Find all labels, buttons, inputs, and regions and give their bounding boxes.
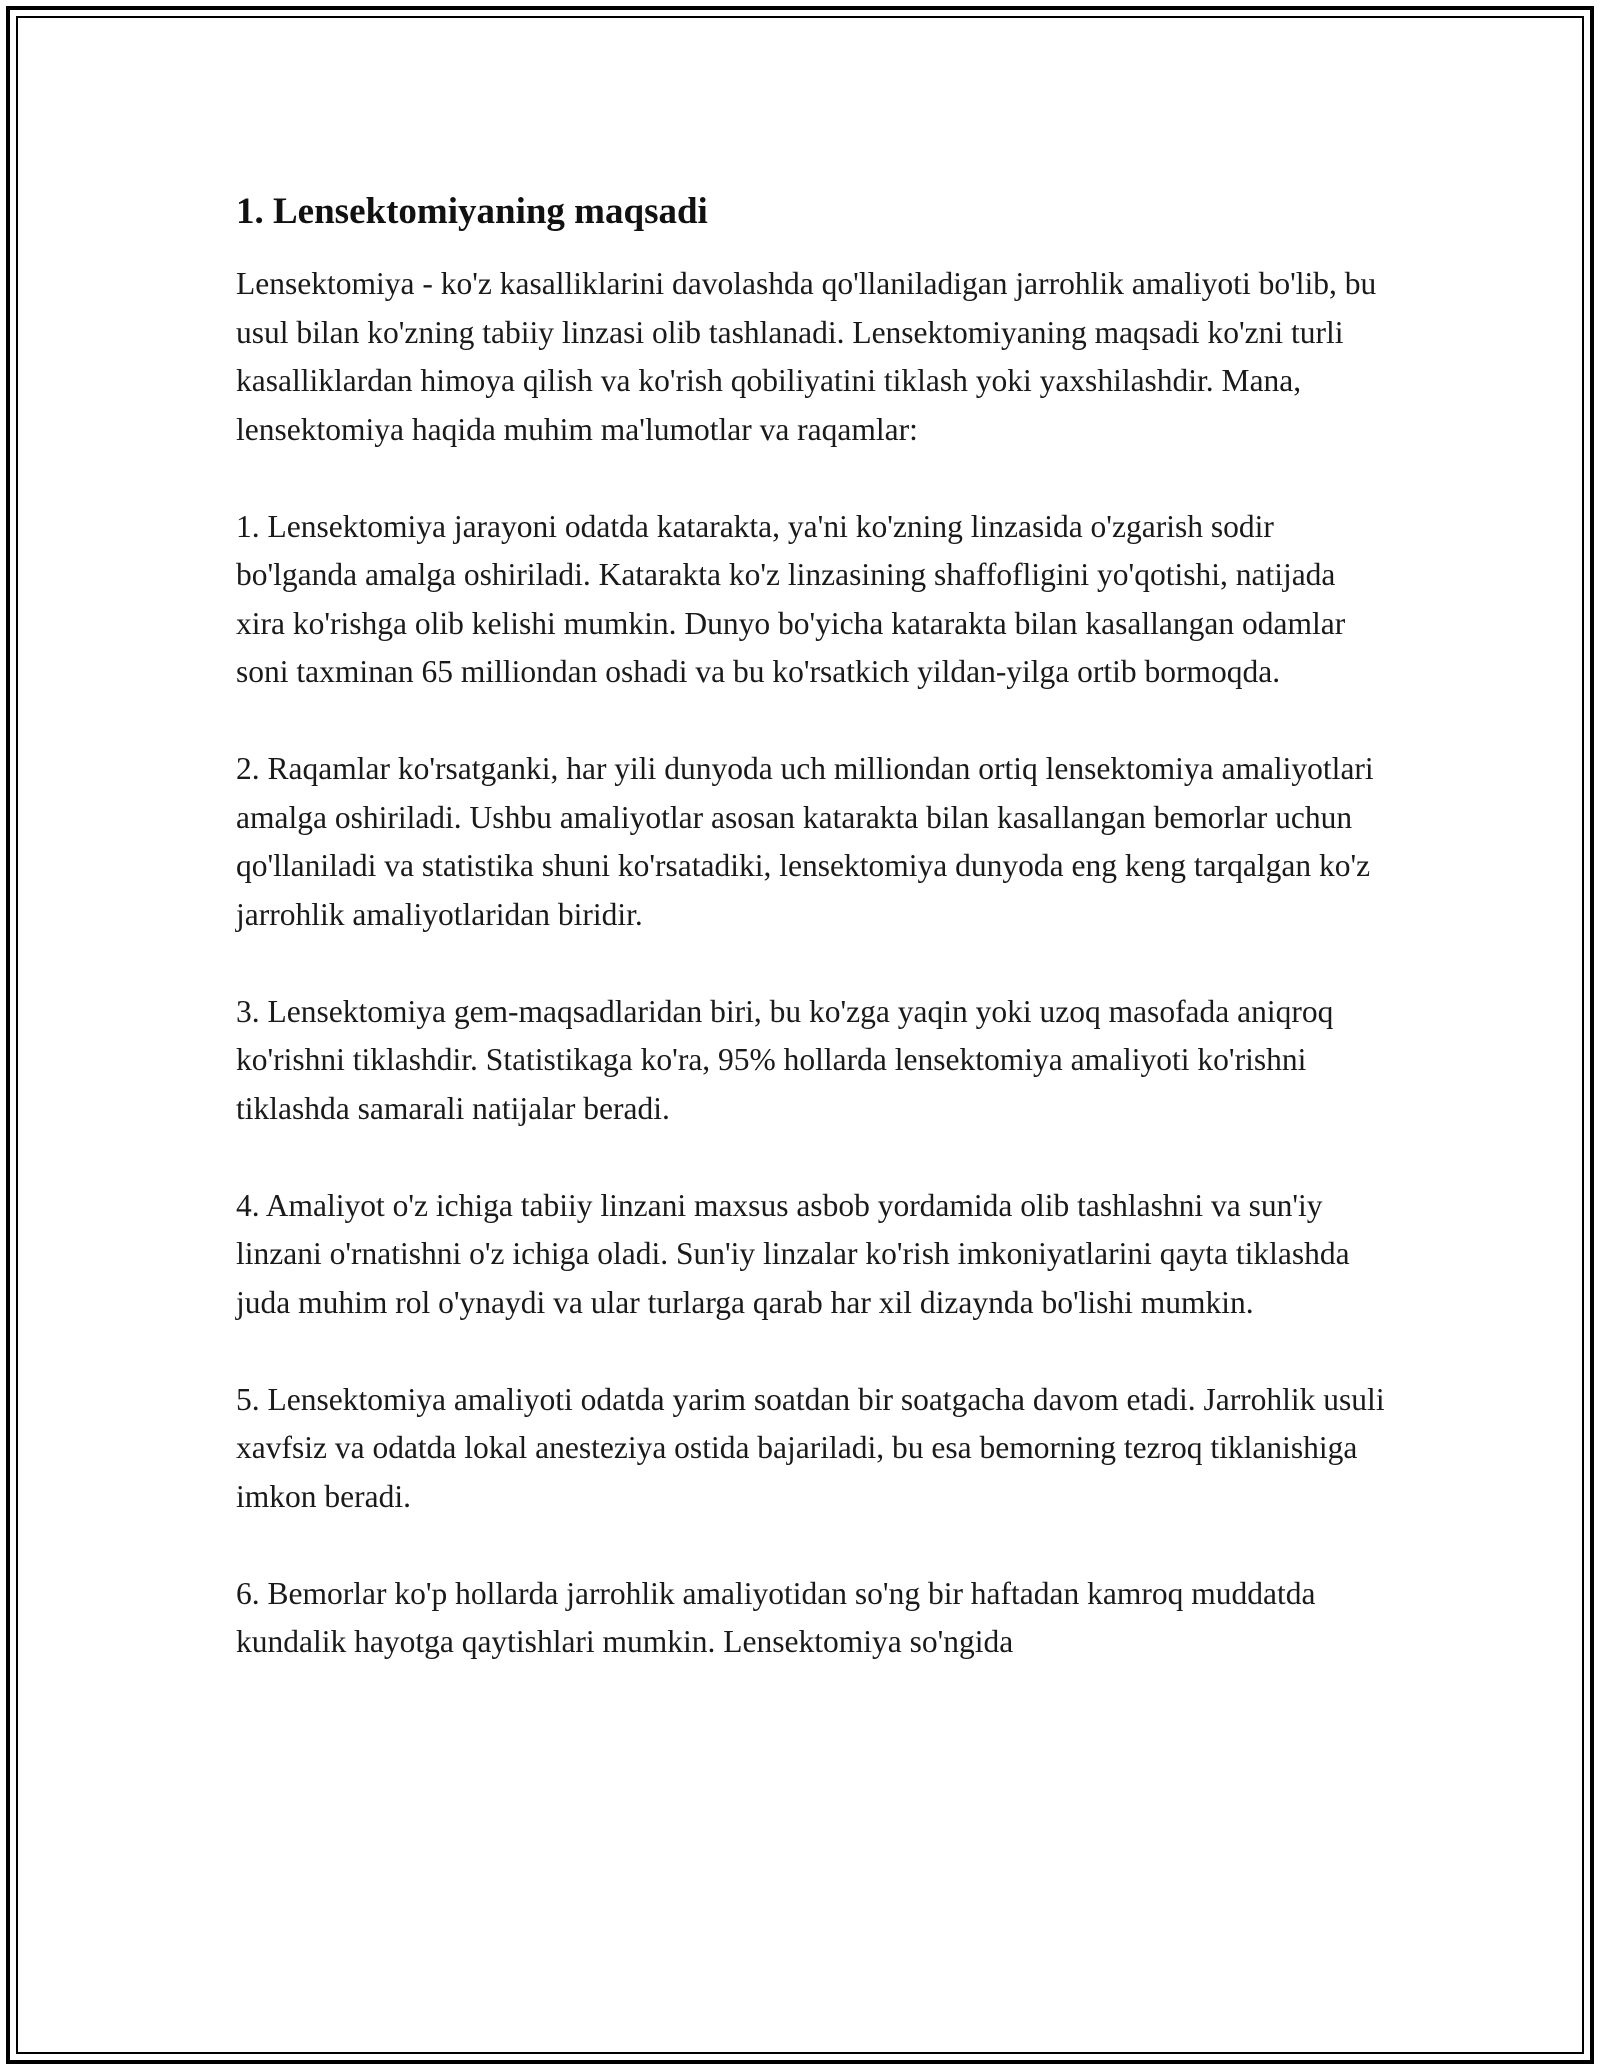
list-item-5: 5. Lensektomiya amaliyoti odatda yarim soatdan bir soatgacha davom etadi. Jarrohlik usuli xavfsiz va odatda lokal anesteziya ostida bajariladi, bu esa bemorning tezroq tiklanishiga imkon beradi. — [236, 1381, 1385, 1514]
list-item-3: 3. Lensektomiya gem-maqsadlaridan biri, bu ko'zga yaqin yoki uzoq masofada aniqroq ko'rishni tiklashdir. Statistikaga ko'ra, 95% hollarda lensektomiya amaliyoti ko'rishni tiklashda samarali natijalar beradi. — [236, 993, 1334, 1126]
list-item-4: 4. Amaliyot o'z ichiga tabiiy linzani maxsus asbob yordamida olib tashlashni va sun'iy linzani o'rnatishni o'z ichiga oladi. Sun'iy linzalar ko'rish imkoniyatlarini qayta tiklashda juda muhim rol o'ynaydi va ular turlarga qarab har xil dizaynda bo'lishi mumkin. — [236, 1187, 1350, 1320]
list-item-1: 1. Lensektomiya jarayoni odatda katarakta, ya'ni ko'zning linzasida o'zgarish sodir bo'lganda amalga oshiriladi. Katarakta ko'z linzasining shaffofligini yo'qotishi, natijada xira ko'rishga olib kelishi mumkin. Dunyo bo'yicha katarakta bilan kasallangan odamlar soni taxminan 65 milliondan oshadi va bu ko'rsatkich yildan-yilga ortib bormoqda. — [236, 508, 1346, 689]
section-heading: 1. Lensektomiyaning maqsadi — [236, 191, 708, 232]
list-item-2: 2. Raqamlar ko'rsatganki, har yili dunyoda uch milliondan ortiq lensektomiya amaliyotlari amalga oshiriladi. Ushbu amaliyotlar asosan katarakta bilan kasallangan bemorlar uchun qo'llaniladi va statistika shuni ko'rsatadiki, lensektomiya dunyoda eng keng tarqalgan ko'z jarrohlik amaliyotlaridan biridir. — [236, 751, 1374, 932]
list-item-6: 6. Bemorlar ko'p hollarda jarrohlik amaliyotidan so'ng bir haftadan kamroq muddatda kundalik hayotga qaytishlari mumkin. Lensektomiya so'ngida — [236, 1575, 1316, 1659]
intro-paragraph: Lensektomiya - ko'z kasalliklarini davolashda qo'llaniladigan jarrohlik amaliyoti bo'lib, bu usul bilan ko'zning tabiiy linzasi olib tashlanadi. Lensektomiyaning maqsadi ko'zni turli kasalliklardan himoya qilish va ko'rish qobiliyatini tiklash yoki yaxshilashdir. Mana, lensektomiya haqida muhim ma'lumotlar va raqamlar: — [236, 266, 1377, 447]
document-body — [236, 188, 1386, 1715]
